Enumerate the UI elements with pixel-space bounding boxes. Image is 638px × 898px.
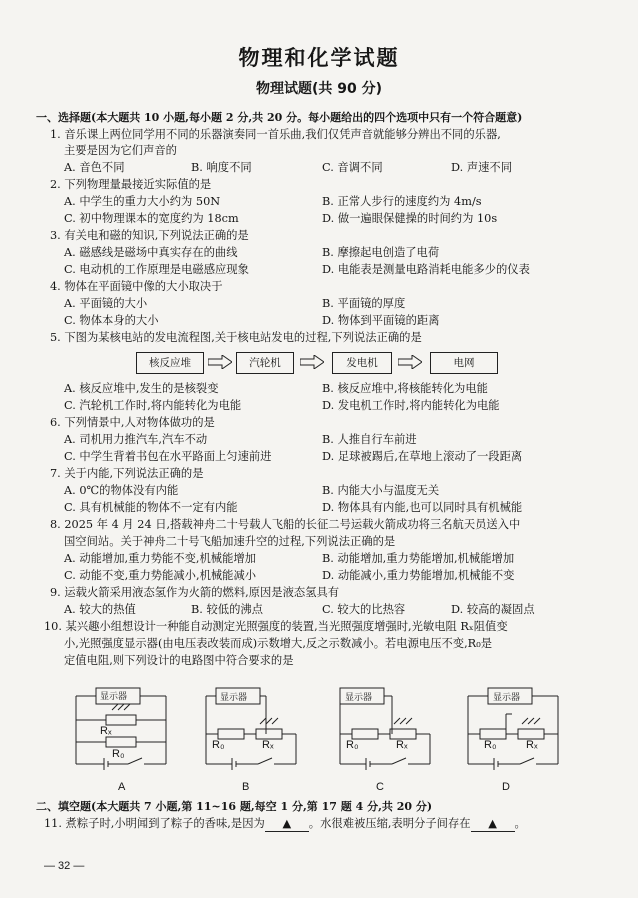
q9-stem: 9. 运载火箭采用液态氢作为火箭的燃料,原因是液态氢具有 <box>50 586 340 599</box>
q5-option-a: A. 核反应堆中,发生的是核裂变 <box>64 382 219 395</box>
q1-option-b: B. 响度不同 <box>191 161 252 174</box>
flow-arrow-icon <box>208 355 232 369</box>
q2-option-c: C. 初中物理课本的宽度约为 18cm <box>64 212 239 225</box>
q9-option-d: D. 较高的凝固点 <box>451 603 535 616</box>
r0-label: R₀ <box>112 748 125 760</box>
q11-blank-1: ▲ <box>265 816 309 832</box>
q5-stem: 5. 下图为某核电站的发电流程图,关于核电站发电的过程,下列说法正确的是 <box>50 331 422 344</box>
q8-option-a: A. 动能增加,重力势能不变,机械能增加 <box>64 552 256 565</box>
q1-stem-line2: 主要是因为它们声音的 <box>64 144 177 157</box>
q4-stem: 4. 物体在平面镜中像的大小取决于 <box>50 280 223 293</box>
option-label-a: A <box>118 781 126 793</box>
option-label-b: B <box>242 781 250 793</box>
q3-option-c: C. 电动机的工作原理是电磁感应现象 <box>64 263 249 276</box>
q11-end: 。 <box>514 817 526 830</box>
q8-stem-line2: 国空间站。关于神舟二十号飞船加速升空的过程,下列说法正确的是 <box>64 535 396 548</box>
circuit-diagram-b <box>196 684 306 778</box>
q6-option-a: A. 司机用力推汽车,汽车不动 <box>64 433 208 446</box>
q11-line <box>44 816 526 832</box>
display-label: 显示器 <box>493 692 521 702</box>
q1-option-d: D. 声速不同 <box>451 161 513 174</box>
q4-option-a: A. 平面镜的大小 <box>64 297 148 310</box>
q4-option-c: C. 物体本身的大小 <box>64 314 159 327</box>
page-title: 物理和化学试题 <box>238 46 400 70</box>
q3-option-d: D. 电能表是测量电路消耗电能多少的仪表 <box>322 263 530 276</box>
flow-arrow-icon <box>398 355 422 369</box>
section2-heading: 二、填空题(本大题共 7 小题,第 11~16 题,每空 1 分,第 17 题 4 分,共 20 分) <box>36 800 433 813</box>
q4-option-d: D. 物体到平面镜的距离 <box>322 314 440 327</box>
q5-option-d: D. 发电机工作时,将内能转化为电能 <box>322 399 500 412</box>
rx-label: Rₓ <box>262 739 274 751</box>
page-number: — 32 — <box>44 860 85 872</box>
q6-option-c: C. 中学生背着书包在水平路面上匀速前进 <box>64 450 272 463</box>
q7-option-b: B. 内能大小与温度无关 <box>322 484 440 497</box>
q3-option-b: B. 摩擦起电创造了电荷 <box>322 246 440 259</box>
q2-option-a: A. 中学生的重力大小约为 50N <box>64 195 221 208</box>
q7-stem: 7. 关于内能,下列说法正确的是 <box>50 467 204 480</box>
q11-blank-2: ▲ <box>471 816 515 832</box>
rx-label: Rₓ <box>100 725 112 737</box>
page-subtitle: 物理试题(共 90 分) <box>255 81 383 97</box>
q5-option-c: C. 汽轮机工作时,将内能转化为电能 <box>64 399 242 412</box>
q6-stem: 6. 下列情景中,人对物体做功的是 <box>50 416 215 429</box>
display-label: 显示器 <box>220 692 248 702</box>
q7-option-d: D. 物体具有内能,也可以同时具有机械能 <box>322 501 523 514</box>
option-label-d: D <box>502 781 510 793</box>
q6-option-d: D. 足球被踢后,在草地上滚动了一段距离 <box>322 450 523 463</box>
flow-box-generator: 发电机 <box>332 352 392 374</box>
r0-label: R₀ <box>212 739 225 751</box>
q7-option-a: A. 0℃的物体没有内能 <box>64 484 179 497</box>
q1-option-c: C. 音调不同 <box>322 161 383 174</box>
q2-option-d: D. 做一遍眼保健操的时间约为 10s <box>322 212 498 225</box>
q1-option-a: A. 音色不同 <box>64 161 125 174</box>
q8-stem-line1: 8. 2025 年 4 月 24 日,搭载神舟二十号载人飞船的长征二号运载火箭成功将三名航天员送入中 <box>50 518 521 531</box>
q10-stem-line3: 定值电阻,则下列设计的电路图中符合要求的是 <box>64 654 294 667</box>
q11-part1: 11. 煮粽子时,小明闻到了粽子的香味,是因为 <box>44 817 265 830</box>
q8-option-b: B. 动能增加,重力势能增加,机械能增加 <box>322 552 515 565</box>
r0-label: R₀ <box>484 739 497 751</box>
q10-stem-line1: 10. 某兴趣小组想设计一种能自动测定光照强度的装置,当光照强度增强时,光敏电阻 Rₓ阻值变 <box>44 620 508 633</box>
q9-option-a: A. 较大的热值 <box>64 603 136 616</box>
display-label: 显示器 <box>345 692 373 702</box>
q5-option-b: B. 核反应堆中,将核能转化为电能 <box>322 382 488 395</box>
section1-heading: 一、选择题(本大题共 10 小题,每小题 2 分,共 20 分。每小题给出的四个选项中只有一个符合题意) <box>36 111 523 124</box>
q9-option-b: B. 较低的沸点 <box>191 603 263 616</box>
display-label: 显示器 <box>100 691 128 701</box>
flow-box-grid: 电网 <box>430 352 498 374</box>
q2-stem: 2. 下列物理量最接近实际值的是 <box>50 178 212 191</box>
q6-option-b: B. 人推自行车前进 <box>322 433 417 446</box>
q3-stem: 3. 有关电和磁的知识,下列说法正确的是 <box>50 229 249 242</box>
flow-box-reactor: 核反应堆 <box>136 352 204 374</box>
q1-stem-line1: 1. 音乐课上两位同学用不同的乐器演奏同一首乐曲,我们仅凭声音就能够分辨出不同的乐器, <box>50 128 501 141</box>
rx-label: Rₓ <box>526 739 538 751</box>
q8-option-d: D. 动能减小,重力势能增加,机械能不变 <box>322 569 515 582</box>
q11-part2: 。水很难被压缩,表明分子间存在 <box>308 817 471 830</box>
q10-stem-line2: 小,光照强度显示器(由电压表改装而成)示数增大,反之示数减小。若电源电压不变,R₀是 <box>64 637 493 650</box>
option-label-c: C <box>376 781 384 793</box>
rx-label: Rₓ <box>396 739 408 751</box>
q7-option-c: C. 具有机械能的物体不一定有内能 <box>64 501 238 514</box>
q9-option-c: C. 较大的比热容 <box>322 603 406 616</box>
q4-option-b: B. 平面镜的厚度 <box>322 297 406 310</box>
q8-option-c: C. 动能不变,重力势能减小,机械能减小 <box>64 569 257 582</box>
flow-arrow-icon <box>300 355 324 369</box>
q2-option-b: B. 正常人步行的速度约为 4m/s <box>322 195 482 208</box>
r0-label: R₀ <box>346 739 359 751</box>
q3-option-a: A. 磁感线是磁场中真实存在的曲线 <box>64 246 238 259</box>
flow-box-turbine: 汽轮机 <box>236 352 294 374</box>
